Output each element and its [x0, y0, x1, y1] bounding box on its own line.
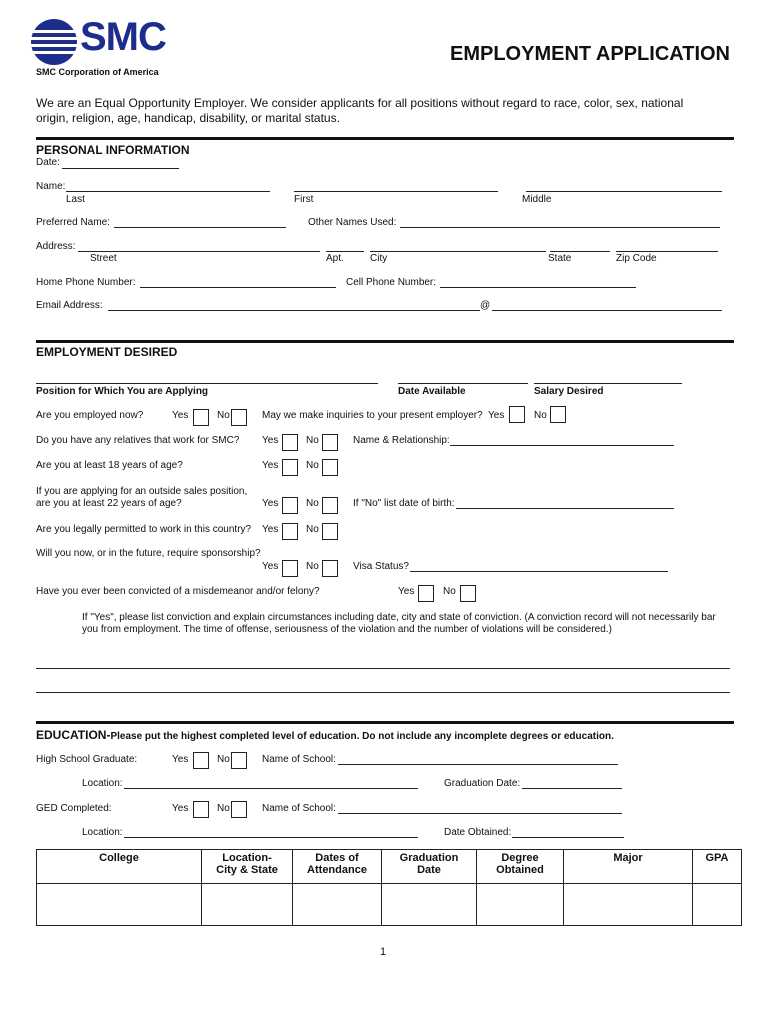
- yes-label: Yes: [262, 460, 279, 471]
- legal-no-checkbox[interactable]: [322, 523, 338, 540]
- age22-yes-checkbox[interactable]: [282, 497, 298, 514]
- no-label: No: [306, 498, 319, 509]
- q-employed: Are you employed now?: [36, 410, 144, 421]
- yes-label: Yes: [398, 586, 415, 597]
- conviction-explain-line-2[interactable]: [36, 692, 730, 693]
- col-graduation: Graduation Date: [382, 850, 477, 884]
- yes-label: Yes: [172, 803, 189, 814]
- other-names-label: Other Names Used:: [308, 217, 397, 228]
- no-label: No: [534, 410, 547, 421]
- yes-label: Yes: [262, 561, 279, 572]
- home-phone-label: Home Phone Number:: [36, 277, 136, 288]
- yes-label: Yes: [488, 410, 505, 421]
- location-cell[interactable]: [202, 884, 293, 926]
- last-name-field[interactable]: [66, 191, 270, 192]
- sponsor-no-checkbox[interactable]: [322, 560, 338, 577]
- relatives-yes-checkbox[interactable]: [282, 434, 298, 451]
- ged-school-field[interactable]: [338, 813, 622, 814]
- zip-label: Zip Code: [616, 253, 657, 264]
- inquiries-no-checkbox[interactable]: [550, 406, 566, 423]
- college-header-row: [37, 850, 742, 884]
- email-label: Email Address:: [36, 300, 103, 311]
- age22-no-checkbox[interactable]: [322, 497, 338, 514]
- employed-no-checkbox[interactable]: [231, 409, 247, 426]
- no-label: No: [217, 754, 230, 765]
- col-dates: Dates of Attendance: [293, 850, 382, 884]
- if-no-birth-label: If "No" list date of birth:: [353, 498, 455, 509]
- section-rule: [36, 137, 734, 140]
- smc-logo-icon: [30, 18, 78, 66]
- employed-yes-checkbox[interactable]: [193, 409, 209, 426]
- college-table: [36, 849, 742, 926]
- home-phone-field[interactable]: [140, 287, 336, 288]
- email-domain-field[interactable]: [492, 310, 722, 311]
- degree-cell[interactable]: [477, 884, 564, 926]
- employment-heading: EMPLOYMENT DESIRED: [36, 345, 178, 359]
- no-label: No: [306, 561, 319, 572]
- position-label: Position for Which You are Applying: [36, 386, 209, 397]
- hs-no-checkbox[interactable]: [231, 752, 247, 769]
- yes-label: Yes: [262, 435, 279, 446]
- no-label: No: [443, 586, 456, 597]
- salary-field[interactable]: [534, 383, 682, 384]
- q-sales-2: are you at least 22 years of age?: [36, 498, 182, 509]
- apt-label: Apt.: [326, 253, 344, 264]
- ged-school-label: Name of School:: [262, 803, 336, 814]
- ged-location-label: Location:: [82, 827, 123, 838]
- cell-phone-field[interactable]: [440, 287, 636, 288]
- education-heading: EDUCATION-: [36, 728, 111, 742]
- salary-label: Salary Desired: [534, 386, 604, 397]
- q-legal: Are you legally permitted to work in this country?: [36, 524, 252, 535]
- page-title: EMPLOYMENT APPLICATION: [450, 43, 730, 65]
- first-name-field[interactable]: [294, 191, 498, 192]
- no-label: No: [217, 803, 230, 814]
- eeo-statement-2: origin, religion, age, handicap, disability, or marital status.: [36, 111, 340, 125]
- visa-field[interactable]: [410, 571, 668, 572]
- address-label: Address:: [36, 241, 76, 252]
- page-number: 1: [380, 946, 387, 958]
- hs-school-label: Name of School:: [262, 754, 336, 765]
- q-inquiries: May we make inquiries to your present employer?: [262, 410, 483, 421]
- relatives-no-checkbox[interactable]: [322, 434, 338, 451]
- date-obtained-label: Date Obtained:: [444, 827, 512, 838]
- col-college: College: [37, 850, 202, 884]
- preferred-name-label: Preferred Name:: [36, 217, 110, 228]
- date-available-label: Date Available: [398, 386, 466, 397]
- middle-label: Middle: [522, 194, 552, 205]
- age18-yes-checkbox[interactable]: [282, 459, 298, 476]
- yes-label: Yes: [262, 498, 279, 509]
- cell-phone-label: Cell Phone Number:: [346, 277, 437, 288]
- col-gpa: GPA: [693, 850, 742, 884]
- street-label: Street: [90, 253, 117, 264]
- conviction-note-1: If "Yes", please list conviction and explain circumstances including date, city and state of conviction. (A conviction record will not necessarily bar: [82, 612, 716, 623]
- logo-text: SMC: [80, 15, 166, 59]
- no-label: No: [217, 410, 230, 421]
- hs-location-field[interactable]: [124, 788, 418, 789]
- company-name: SMC Corporation of America: [36, 67, 159, 77]
- yes-label: Yes: [262, 524, 279, 535]
- ged-no-checkbox[interactable]: [231, 801, 247, 818]
- hs-school-field[interactable]: [338, 764, 618, 765]
- state-label: State: [548, 253, 572, 264]
- zip-field[interactable]: [616, 251, 718, 252]
- q-sponsor: Will you now, or in the future, require sponsorship?: [36, 548, 261, 559]
- first-label: First: [294, 194, 314, 205]
- last-label: Last: [66, 194, 85, 205]
- name-label: Name:: [36, 181, 66, 192]
- date-available-field[interactable]: [398, 383, 528, 384]
- hs-location-label: Location:: [82, 778, 123, 789]
- section-rule: [36, 340, 734, 343]
- email-at: @: [480, 300, 491, 311]
- graduation-cell[interactable]: [382, 884, 477, 926]
- name-relationship-label: Name & Relationship:: [353, 435, 450, 446]
- birth-date-field[interactable]: [456, 508, 674, 509]
- conviction-note-2: you from employment. The time of offense, seriousness of the violation and the number of violations will be considered.): [82, 624, 612, 635]
- college-cell[interactable]: [37, 884, 202, 926]
- middle-name-field[interactable]: [526, 191, 722, 192]
- col-major: Major: [564, 850, 693, 884]
- yes-label: Yes: [172, 754, 189, 765]
- col-location: Location- City & State: [202, 850, 293, 884]
- email-user-field[interactable]: [108, 310, 480, 311]
- education-heading-row: [36, 726, 614, 744]
- college-entry-row[interactable]: [37, 884, 742, 926]
- section-rule: [36, 721, 734, 724]
- major-cell[interactable]: [564, 884, 693, 926]
- hs-graduate-label: High School Graduate:: [36, 754, 138, 765]
- ged-location-field[interactable]: [124, 837, 418, 838]
- age18-no-checkbox[interactable]: [322, 459, 338, 476]
- conviction-explain-line-1[interactable]: [36, 668, 730, 669]
- position-field[interactable]: [36, 383, 378, 384]
- graduation-date-label: Graduation Date:: [444, 778, 521, 789]
- eeo-statement: We are an Equal Opportunity Employer. We consider applicants for all positions without regard to race, color, sex, national: [36, 96, 684, 110]
- convicted-no-checkbox[interactable]: [460, 585, 476, 602]
- city-field[interactable]: [370, 251, 546, 252]
- inquiries-yes-checkbox[interactable]: [509, 406, 525, 423]
- q-relatives: Do you have any relatives that work for SMC?: [36, 435, 240, 446]
- hs-yes-checkbox[interactable]: [193, 752, 209, 769]
- no-label: No: [306, 435, 319, 446]
- no-label: No: [306, 460, 319, 471]
- dates-cell[interactable]: [293, 884, 382, 926]
- date-obtained-field[interactable]: [512, 837, 624, 838]
- other-names-field[interactable]: [400, 227, 720, 228]
- date-label: Date:: [36, 157, 60, 168]
- date-field[interactable]: [62, 168, 179, 169]
- no-label: No: [306, 524, 319, 535]
- convicted-yes-checkbox[interactable]: [418, 585, 434, 602]
- q-sales-1: If you are applying for an outside sales position,: [36, 486, 248, 497]
- name-relationship-field[interactable]: [450, 445, 674, 446]
- city-label: City: [370, 253, 388, 264]
- ged-label: GED Completed:: [36, 803, 112, 814]
- apt-field[interactable]: [326, 251, 364, 252]
- q-convicted: Have you ever been convicted of a misdemeanor and/or felony?: [36, 586, 320, 597]
- street-field[interactable]: [78, 251, 320, 252]
- graduation-date-field[interactable]: [522, 788, 622, 789]
- visa-label: Visa Status?: [353, 561, 409, 572]
- legal-yes-checkbox[interactable]: [282, 523, 298, 540]
- sponsor-yes-checkbox[interactable]: [282, 560, 298, 577]
- gpa-cell[interactable]: [693, 884, 742, 926]
- education-note: Please put the highest completed level of education. Do not include any incomplete degrees or education.: [110, 731, 614, 742]
- state-field[interactable]: [550, 251, 610, 252]
- ged-yes-checkbox[interactable]: [193, 801, 209, 818]
- yes-label: Yes: [172, 410, 189, 421]
- personal-heading: PERSONAL INFORMATION: [36, 143, 190, 157]
- col-degree: Degree Obtained: [477, 850, 564, 884]
- preferred-name-field[interactable]: [114, 227, 286, 228]
- q-age-18: Are you at least 18 years of age?: [36, 460, 183, 471]
